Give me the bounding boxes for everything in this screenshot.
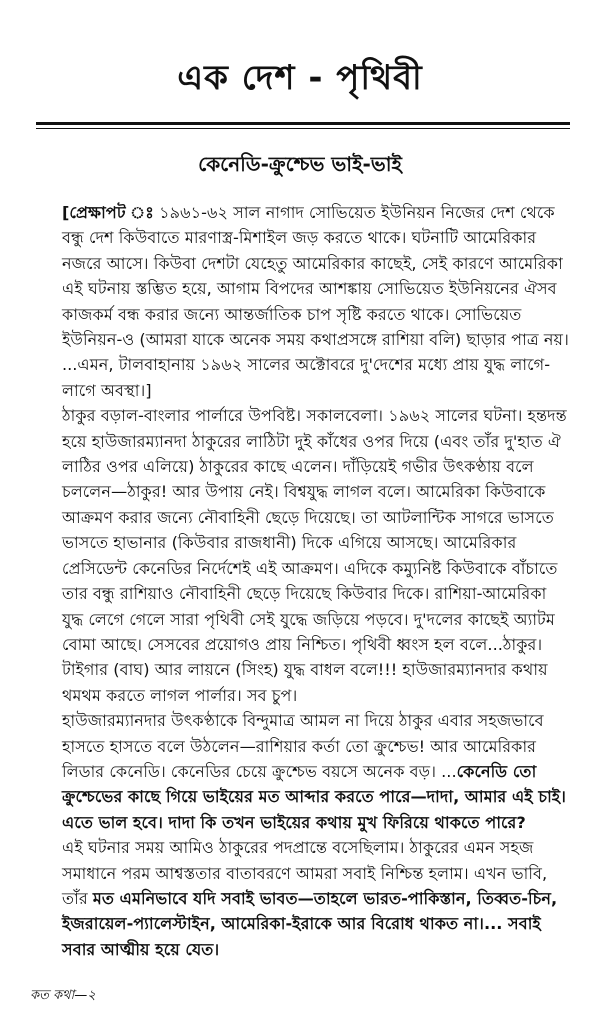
paragraph-2-plain: হাউজারম্যানদার উৎকণ্ঠাকে বিন্দুমাত্র আমল না দিয়ে ঠাকুর এবার সহজভাবে হাসতে হাসতে বলে উঠলেন—রাশিয়ার কর্তা তো ক্রুশ্চেভ! আর আমেরিকার লিডার কেনেডি। কেনেডির চেয়ে ক্রুশ্চেভ বয়সে অনেক বড়। ... — [62, 711, 544, 781]
section-title: কেনেডি-ক্রুশ্চেভ ভাই-ভাই — [198, 152, 402, 176]
paragraph-3 — [34, 835, 572, 962]
paragraph-1: ঠাকুর বড়াল-বাংলার পার্লারে উপবিষ্ট। সকালবেলা। ১৯৬২ সালের ঘটনা। হন্তদন্ত হয়ে হাউজারম্যানদা ঠাকুরের লাঠিটা দুই কাঁধের ওপর দিয়ে (এবং তাঁর দু'হাত ঐ লাঠির ওপর এলিয়ে) ঠাকুরের কাছে এলেন। দাঁড়িয়েই গভীর উৎকণ্ঠায় বলে চললেন—ঠাকুর! আর উপায় নেই। বিশ্বযুদ্ধ লাগল বলে। আমেরিকা কিউবাকে আক্রমণ করার জন্যে নৌবাহিনী ছেড়ে দিয়েছে। তা আটলান্টিক সাগরে ভাসতে ভাসতে হাভানার (কিউবার রাজধানী) দিকে এগিয়ে আসছে। আমেরিকার প্রেসিডেন্ট কেনেডির নির্দেশেই এই আক্রমণ। এদিকে কম্যুনিষ্ট কিউবাকে বাঁচাতে তার বন্ধু রাশিয়াও নৌবাহিনী ছেড়ে দিয়েছে কিউবার দিকে। রাশিয়া-আমেরিকা যুদ্ধ লেগে গেলে সারা পৃথিবী সেই যুদ্ধে জড়িয়ে পড়বে। দু'দলের কাছেই অ্যাটম বোমা আছে। সেসবের প্রয়োগও প্রায় নিশ্চিত। পৃথিবী ধ্বংস হল বলে...ঠাকুর। টাইগার (বাঘ) আর লায়নে (সিংহ) যুদ্ধ বাধল বলে!!! হাউজারম্যানদার কথায় থমথম করতে লাগল পার্লার। সব চুপ। — [62, 406, 567, 705]
intro-text: ১৯৬১-৬২ সাল নাগাদ সোভিয়েত ইউনিয়ন নিজের দেশ থেকে বন্ধু দেশ কিউবাতে মারণাস্ত্র-মিশাইল জড় করতে থাকে। ঘটনাটি আমেরিকার নজরে আসে। কিউবা দেশটা যেহেতু আমেরিকার কাছেই, সেই কারণে আমেরিকা এই ঘটনায় স্তম্ভিত হয়ে, আগাম বিপদের আশঙ্কায় সোভিয়েত ইউনিয়নের ঐসব কাজকর্ম বন্ধ করার জন্যে আন্তর্জাতিক চাপ সৃষ্টি করতে থাকে। সোভিয়েত ইউনিয়ন-ও (আমরা যাকে অনেক সময় কথাপ্রসঙ্গে রাশিয়া বলি) ছাড়ার পাত্র নয়। ...এমন, টালবাহানায় ১৯৬২ সালের অক্টোবরে দু'দেশের মধ্যে প্রায় যুদ্ধ লাগে-লাগে অবস্থা।] — [62, 203, 569, 400]
paragraph-3-bold: মত এমনিভাবে যদি সবাই ভাবত—তাহলে ভারত-পাকিস্তান, তিব্বত-চিন, ইজরায়েল-প্যালেস্টাইন, আমেরিকা-ইরাকে আর বিরোধ থাকত না।... সবাই সবার আত্মীয় হয়ে যেত। — [62, 888, 558, 959]
paragraph-2-bold: কেনেডি তো ক্রুশ্চেভের কাছে গিয়ে ভাইয়ের মত আব্দার করতে পারে—দাদা, আমার এই চাই। এতে ভাল হবে। দাদা কি তখন ভাইয়ের কথায় মুখ ফিরিয়ে থাকতে পারে? — [62, 761, 566, 832]
paragraph-3-plain: এই ঘটনার সময় আমিও ঠাকুরের পদপ্রান্তে বসেছিলাম। ঠাকুরের এমন সহজ সমাধানে পরম আশ্বস্ততার বাতাবরণে আমরা সবাই নিশ্চিন্ত হলাম। এখন ভাবি, তাঁর — [62, 838, 548, 908]
intro-label: [প্রেক্ষাপট ঃ — [62, 203, 154, 222]
title-divider-thin — [36, 128, 570, 129]
chapter-title: এক দেশ - পৃথিবী — [177, 58, 423, 98]
paragraph-2 — [34, 708, 572, 835]
title-divider-thick — [36, 122, 570, 125]
body-text — [34, 200, 572, 962]
intro-paragraph — [34, 200, 572, 403]
page-footer: কত কথা—২ — [30, 988, 96, 1003]
